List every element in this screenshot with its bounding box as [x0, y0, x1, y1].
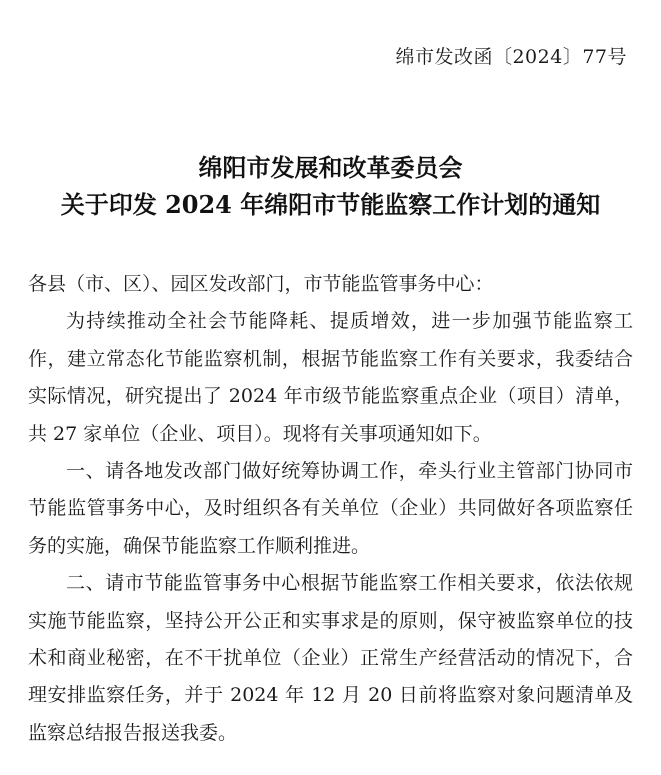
paragraph-intro: 为持续推动全社会节能降耗、提质增效，进一步加强节能监察工作，建立常态化节能监察机制，根据节能监察工作有关要求，我委结合实际情况，研究提出了 2024 年市级节能监察重点企业（项目）清单，共 27 家单位（企业、项目）。现将有关事项通知如下。 — [28, 310, 633, 445]
title-line-1: 绵阳市发展和改革委员会 — [198, 153, 463, 182]
paragraph-item-2: 二、请市节能监管事务中心根据节能监察工作相关要求，依法依规实施节能监察，坚持公开公正和实事求是的原则，保守被监察单位的技术和商业秘密，在不干扰单位（企业）正常生产经营活动的情况下，合理安排监察任务，并于 2024 年 12 月 20 日前将监察对象问题清单及监察总结报告报送我委。 — [28, 572, 633, 744]
document-number: 绵市发改函〔2024〕77号 — [395, 46, 627, 68]
paragraph-item-1: 一、请各地发改部门做好统筹协调工作，牵头行业主管部门协同市节能监管事务中心，及时组织各有关单位（企业）共同做好各项监察任务的实施，确保节能监察工作顺利推进。 — [28, 460, 633, 557]
salutation: 各县（市、区）、园区发改部门，市节能监管事务中心： — [28, 273, 494, 295]
document-body — [28, 266, 633, 752]
title-line-2: 关于印发 2024 年绵阳市节能监察工作计划的通知 — [60, 190, 601, 219]
